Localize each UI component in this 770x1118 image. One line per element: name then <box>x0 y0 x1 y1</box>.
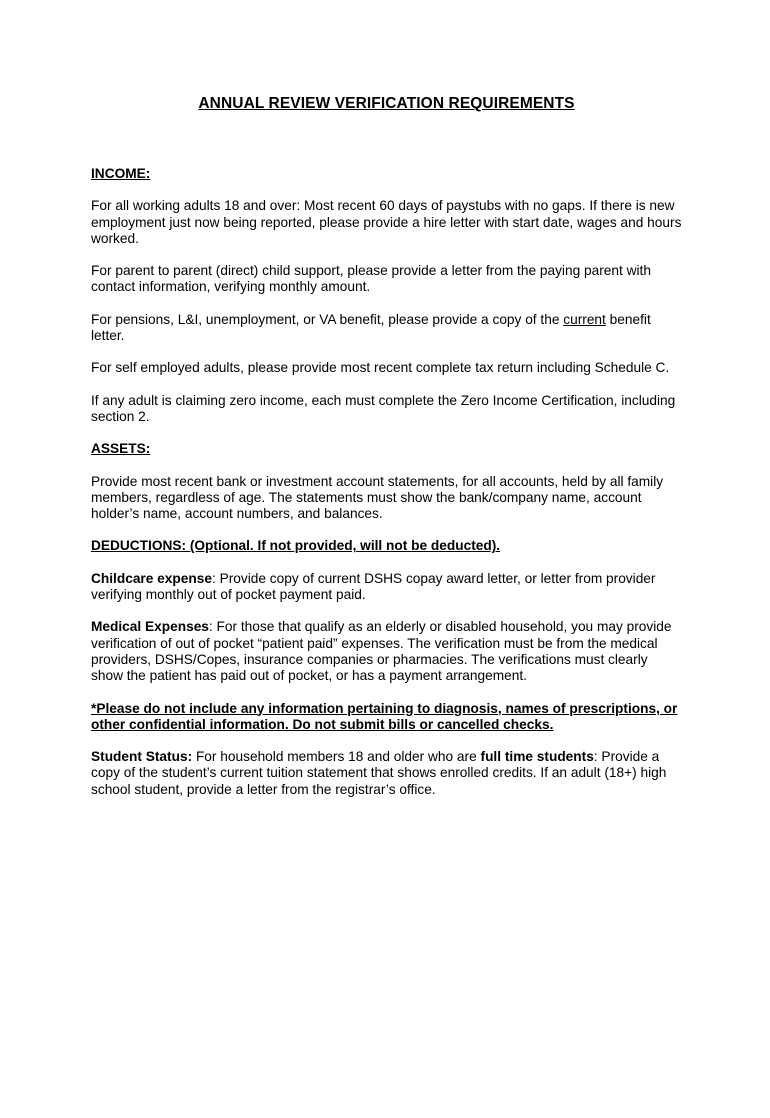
student-status-paragraph <box>91 749 682 798</box>
income-pensions-paragraph <box>91 312 682 345</box>
deductions-heading: DEDUCTIONS: (Optional. If not provided, will not be deducted). <box>91 538 501 554</box>
income-child-support-paragraph: For parent to parent (direct) child support, please provide a letter from the paying parent with contact information, verifying monthly amount. <box>91 263 651 295</box>
income-pensions-text: For pensions, L&I, unemployment, or VA benefit, please provide a copy of the <box>91 311 564 327</box>
document-page <box>0 94 770 1118</box>
income-pensions-text-end: benefit letter. <box>91 311 651 344</box>
income-zero-income-paragraph: If any adult is claiming zero income, each must complete the Zero Income Certification, including section 2. <box>91 392 676 424</box>
medical-paragraph <box>91 619 682 684</box>
childcare-paragraph <box>91 571 682 604</box>
assets-statements-paragraph: Provide most recent bank or investment account statements, for all accounts, held by all family members, regardless of age. The statements must show the bank/company name, account holder’s name, account numbers, and balances. <box>91 473 664 522</box>
childcare-text: : Provide copy of current DSHS copay award letter, or letter from provider verifying monthly out of pocket payment paid. <box>91 570 656 603</box>
income-heading: INCOME: <box>91 166 151 181</box>
income-paystubs-paragraph: For all working adults 18 and over: Most recent 60 days of paystubs with no gaps. If there is new employment just now being reported, please provide a hire letter with start date, wages and hours worked. <box>91 198 682 246</box>
medical-text: : For those that qualify as an elderly or disabled household, you may provide verification of out of pocket “patient paid” expenses. The verification must be from the medical providers, DSHS/Copes, insurance companies or pharmacies. The verifications must clearly show the patient has paid out of pocket, or has a payment arrangement. <box>91 619 672 684</box>
spacer <box>91 114 682 166</box>
confidential-warning: *Please do not include any information pertaining to diagnosis, names of prescriptions, or other confidential information. Do not submit bills or cancelled checks. <box>91 700 678 732</box>
assets-section <box>91 441 682 522</box>
medical-label: Medical Expenses <box>91 619 209 635</box>
student-status-label: Student Status: <box>91 749 193 765</box>
income-pensions-current: current <box>563 311 606 327</box>
student-status-bold: full time students <box>480 749 594 765</box>
income-self-employed-paragraph: For self employed adults, please provide most recent complete tax return including Schedule C. <box>91 360 670 376</box>
student-status-text-end: : Provide a copy of the student’s current tuition statement that shows enrolled credits. If an adult (18+) high school student, provide a letter from the registrar’s office. <box>91 749 667 797</box>
page-title: ANNUAL REVIEW VERIFICATION REQUIREMENTS <box>198 95 575 112</box>
deductions-section <box>91 538 682 798</box>
income-section <box>91 166 682 425</box>
childcare-label: Childcare expense <box>91 570 212 586</box>
student-status-text: For household members 18 and older who are <box>192 749 481 765</box>
assets-heading: ASSETS: <box>91 441 151 457</box>
